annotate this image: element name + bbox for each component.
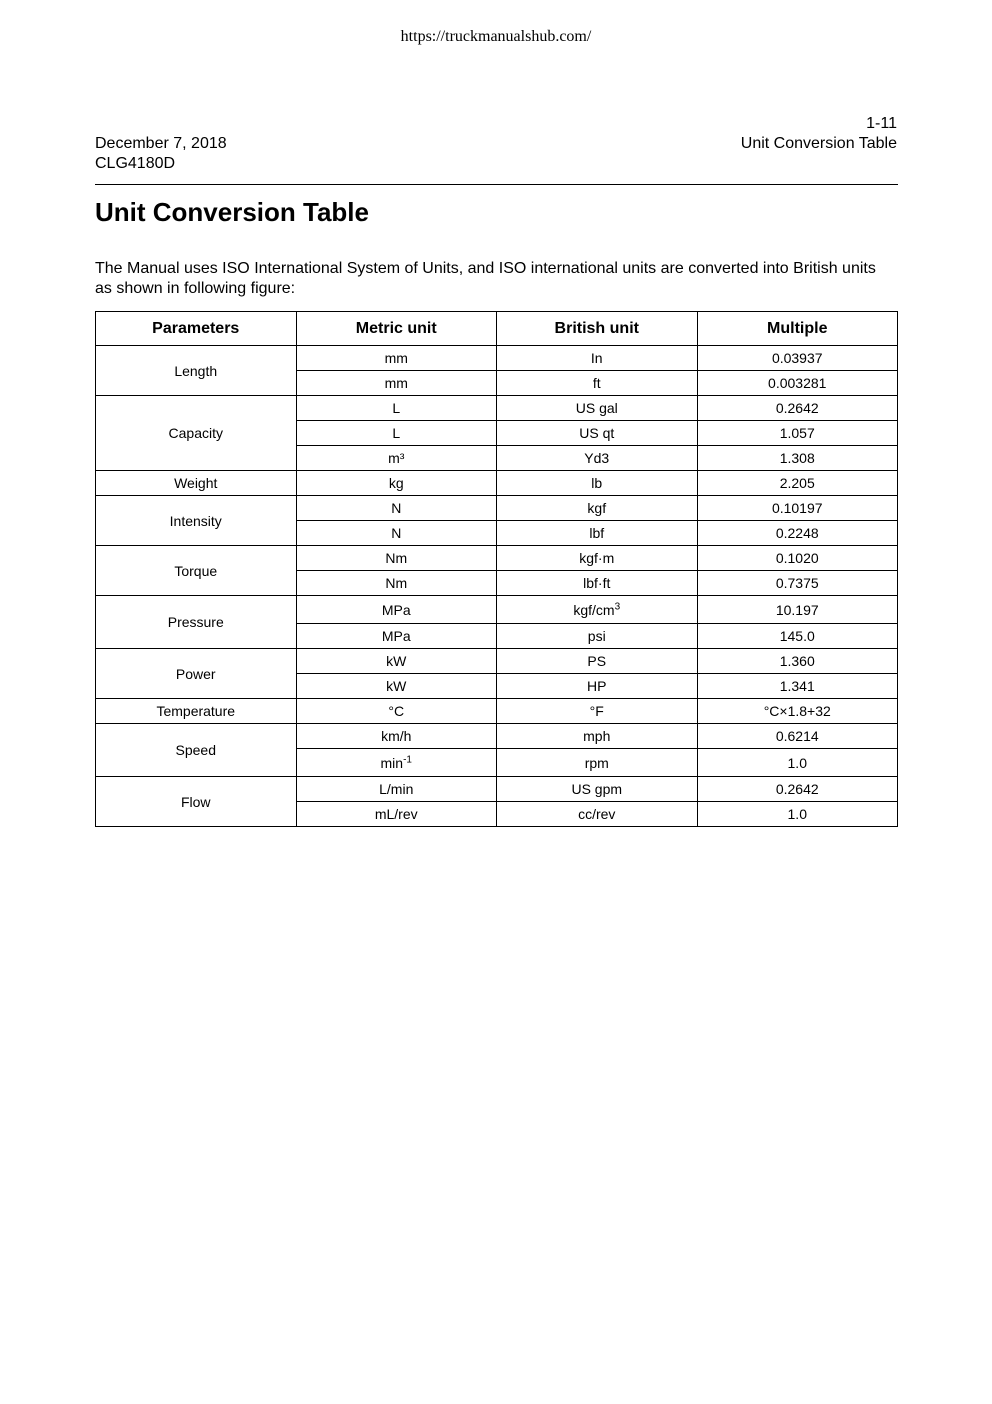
british-unit-cell: HP	[497, 674, 698, 699]
page-number: 1-11	[866, 115, 897, 132]
metric-unit-cell: L/min	[296, 777, 497, 802]
table-row	[96, 396, 898, 421]
british-unit-cell: In	[497, 346, 698, 371]
metric-unit-cell: mm	[296, 346, 497, 371]
unit-conversion-table	[95, 311, 898, 827]
multiple-cell: 0.1020	[697, 546, 898, 571]
parameter-cell: Torque	[96, 546, 297, 596]
table-row	[96, 699, 898, 724]
multiple-cell: 1.0	[697, 802, 898, 827]
multiple-cell: 1.057	[697, 421, 898, 446]
parameter-cell: Capacity	[96, 396, 297, 471]
multiple-cell: 0.2642	[697, 396, 898, 421]
british-unit-cell: cc/rev	[497, 802, 698, 827]
metric-unit-cell: L	[296, 421, 497, 446]
parameter-cell: Pressure	[96, 596, 297, 649]
table-row	[96, 546, 898, 571]
parameter-cell: Flow	[96, 777, 297, 827]
header-right	[741, 114, 897, 154]
table-body	[96, 346, 898, 827]
table-row	[96, 471, 898, 496]
metric-unit-cell	[296, 749, 497, 777]
metric-unit-cell: km/h	[296, 724, 497, 749]
page-title: Unit Conversion Table	[95, 197, 369, 227]
british-unit-cell-text: kgf/cm	[573, 601, 615, 618]
section-name: Unit Conversion Table	[740, 135, 897, 152]
british-unit-cell: rpm	[497, 749, 698, 777]
multiple-cell: 145.0	[697, 624, 898, 649]
british-unit-cell: PS	[497, 649, 698, 674]
multiple-cell: °C×1.8+32	[697, 699, 898, 724]
parameter-cell: Intensity	[96, 496, 297, 546]
metric-unit-cell: kW	[296, 674, 497, 699]
metric-unit-cell: mm	[296, 371, 497, 396]
header-british-unit: British unit	[497, 312, 698, 346]
parameter-cell: Temperature	[96, 699, 297, 724]
table-row	[96, 777, 898, 802]
multiple-cell: 10.197	[697, 596, 898, 624]
multiple-cell: 1.0	[697, 749, 898, 777]
document-date: December 7, 2018	[95, 135, 227, 152]
model-number: CLG4180D	[95, 155, 176, 172]
multiple-cell: 1.360	[697, 649, 898, 674]
british-unit-cell: Yd3	[497, 446, 698, 471]
superscript: -1	[403, 753, 412, 765]
british-unit-cell: kgf	[497, 496, 698, 521]
metric-unit-cell: kg	[296, 471, 497, 496]
metric-unit-cell: m³	[296, 446, 497, 471]
multiple-cell: 0.003281	[697, 371, 898, 396]
multiple-cell: 0.10197	[697, 496, 898, 521]
table-row	[96, 496, 898, 521]
multiple-cell: 0.6214	[697, 724, 898, 749]
multiple-cell: 0.2642	[697, 777, 898, 802]
intro-paragraph: The Manual uses ISO International System of Units, and ISO international units are converted into British units as shown in following figure:	[95, 260, 876, 297]
metric-unit-cell: kW	[296, 649, 497, 674]
metric-unit-cell: N	[296, 496, 497, 521]
multiple-cell: 0.7375	[697, 571, 898, 596]
british-unit-cell: US qt	[497, 421, 698, 446]
metric-unit-cell: L	[296, 396, 497, 421]
metric-unit-cell: Nm	[296, 571, 497, 596]
british-unit-cell: ft	[497, 371, 698, 396]
parameter-cell: Power	[96, 649, 297, 699]
multiple-cell: 2.205	[697, 471, 898, 496]
metric-unit-cell: MPa	[296, 624, 497, 649]
british-unit-cell: lb	[497, 471, 698, 496]
metric-unit-cell: mL/rev	[296, 802, 497, 827]
table-row	[96, 596, 898, 624]
british-unit-cell: lbf	[497, 521, 698, 546]
source-url[interactable]: https://truckmanualshub.com/	[400, 28, 592, 45]
british-unit-cell: kgf·m	[497, 546, 698, 571]
header-parameters: Parameters	[96, 312, 297, 346]
superscript: 3	[614, 600, 621, 612]
metric-unit-cell-text: min	[380, 754, 404, 771]
header-divider	[95, 184, 898, 185]
british-unit-cell: psi	[497, 624, 698, 649]
header-left	[95, 134, 227, 174]
metric-unit-cell: MPa	[296, 596, 497, 624]
metric-unit-cell: Nm	[296, 546, 497, 571]
parameter-cell: Weight	[96, 471, 297, 496]
multiple-cell: 1.341	[697, 674, 898, 699]
parameter-cell: Speed	[96, 724, 297, 777]
british-unit-cell: lbf·ft	[497, 571, 698, 596]
multiple-cell: 0.03937	[697, 346, 898, 371]
parameter-cell: Length	[96, 346, 297, 396]
british-unit-cell: °F	[497, 699, 698, 724]
table-header-row	[96, 312, 898, 346]
metric-unit-cell: N	[296, 521, 497, 546]
table-row	[96, 724, 898, 749]
metric-unit-cell: °C	[296, 699, 497, 724]
table-row	[96, 649, 898, 674]
british-unit-cell: US gal	[497, 396, 698, 421]
british-unit-cell	[497, 596, 698, 624]
british-unit-cell: US gpm	[497, 777, 698, 802]
header-metric-unit: Metric unit	[296, 312, 497, 346]
multiple-cell: 1.308	[697, 446, 898, 471]
british-unit-cell: mph	[497, 724, 698, 749]
multiple-cell: 0.2248	[697, 521, 898, 546]
header-multiple: Multiple	[697, 312, 898, 346]
table-row	[96, 346, 898, 371]
